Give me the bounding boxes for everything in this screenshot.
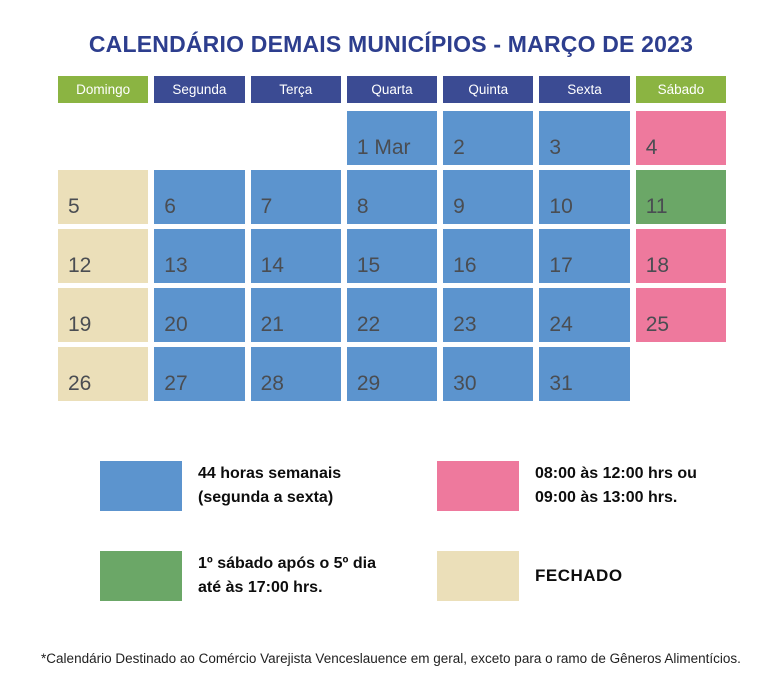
day-cell-7: 7 <box>251 170 341 224</box>
legend-line: 1º sábado após o 5º dia <box>198 555 376 572</box>
day-cell-22: 22 <box>347 288 437 342</box>
day-cell-17: 17 <box>539 229 629 283</box>
legend-line: 08:00 às 12:00 hrs ou <box>535 465 697 482</box>
empty-cell <box>58 111 148 165</box>
day-cell-4: 4 <box>636 111 726 165</box>
day-cell-27: 27 <box>154 347 244 401</box>
weekday-header-sexta: Sexta <box>539 76 629 103</box>
legend-line: FECHADO <box>535 566 623 585</box>
legend-line: até às 17:00 hrs. <box>198 579 323 596</box>
day-cell-15: 15 <box>347 229 437 283</box>
day-cell-9: 9 <box>443 170 533 224</box>
empty-cell <box>251 111 341 165</box>
weekday-header-segunda: Segunda <box>154 76 244 103</box>
day-cell-12: 12 <box>58 229 148 283</box>
weekday-header-sabado: Sábado <box>636 76 726 103</box>
day-cell-3: 3 <box>539 111 629 165</box>
day-cell-2: 2 <box>443 111 533 165</box>
legend-swatch-beige <box>437 551 519 601</box>
weekday-header-row <box>58 76 726 103</box>
weekday-header-domingo: Domingo <box>58 76 148 103</box>
empty-cell <box>154 111 244 165</box>
weekday-header-terca: Terça <box>251 76 341 103</box>
legend-item-44-horas <box>100 461 341 511</box>
weekday-header-quarta: Quarta <box>347 76 437 103</box>
legend-swatch-pink <box>437 461 519 511</box>
day-cell-23: 23 <box>443 288 533 342</box>
day-cell-8: 8 <box>347 170 437 224</box>
footnote: *Calendário Destinado ao Comércio Varejista Venceslauence em geral, exceto para o ramo de Gêneros Alimentícios. <box>41 651 741 666</box>
day-cell-10: 10 <box>539 170 629 224</box>
day-cell-20: 20 <box>154 288 244 342</box>
day-cell-26: 26 <box>58 347 148 401</box>
day-cell-30: 30 <box>443 347 533 401</box>
day-cell-29: 29 <box>347 347 437 401</box>
legend-item-fechado <box>437 551 623 601</box>
day-cell-6: 6 <box>154 170 244 224</box>
day-cell-11: 11 <box>636 170 726 224</box>
page-title: CALENDÁRIO DEMAIS MUNICÍPIOS - MARÇO DE 2023 <box>88 31 694 57</box>
day-cell-21: 21 <box>251 288 341 342</box>
day-cell-31: 31 <box>539 347 629 401</box>
legend-swatch-blue <box>100 461 182 511</box>
day-cell-14: 14 <box>251 229 341 283</box>
day-cell-16: 16 <box>443 229 533 283</box>
calendar-grid <box>58 111 726 401</box>
legend-label-horario-sabado <box>535 462 697 510</box>
legend-label-fechado <box>535 564 623 588</box>
day-cell-28: 28 <box>251 347 341 401</box>
legend-item-horario-sabado <box>437 461 697 511</box>
legend-line: 09:00 às 13:00 hrs. <box>535 489 678 506</box>
legend-label-44-horas <box>198 462 341 510</box>
legend-item-primeiro-sabado <box>100 551 376 601</box>
day-cell-13: 13 <box>154 229 244 283</box>
day-cell-19: 19 <box>58 288 148 342</box>
day-cell-25: 25 <box>636 288 726 342</box>
legend-line: 44 horas semanais <box>198 465 342 482</box>
day-cell-24: 24 <box>539 288 629 342</box>
empty-cell <box>636 347 726 401</box>
legend-swatch-green <box>100 551 182 601</box>
day-cell-5: 5 <box>58 170 148 224</box>
legend-line: (segunda a sexta) <box>198 489 334 506</box>
day-cell-18: 18 <box>636 229 726 283</box>
day-cell-1: 1 Mar <box>347 111 437 165</box>
weekday-header-quinta: Quinta <box>443 76 533 103</box>
legend-label-primeiro-sabado <box>198 552 376 600</box>
